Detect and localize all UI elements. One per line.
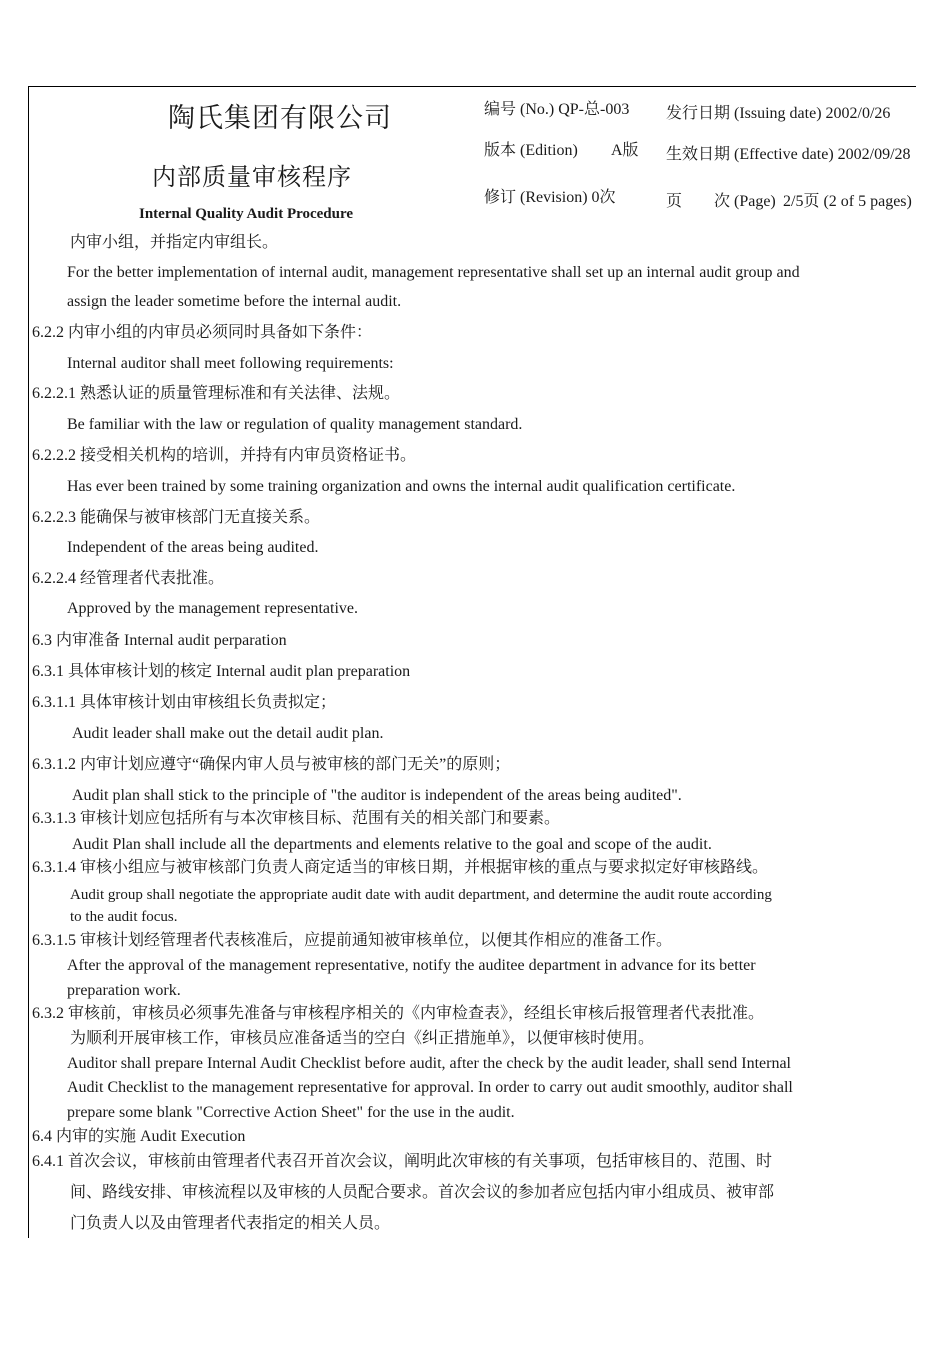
body-line: Audit plan shall stick to the principle of "the auditor is independent of the areas being audited".: [72, 787, 682, 804]
effective-date: 生效日期 (Effective date) 2002/09/28: [666, 146, 911, 163]
body-line: Has ever been trained by some training organization and owns the internal audit qualification certificate.: [67, 478, 736, 495]
body-line: Approved by the management representative.: [67, 600, 358, 617]
section-heading: 6.3.1.2 内审计划应遵守“确保内审人员与被审核的部门无关”的原则；: [32, 756, 511, 773]
body-line: 内审小组，并指定内审组长。: [70, 234, 279, 251]
section-heading: 6.2.2.1 熟悉认证的质量管理标准和有关法律、法规。: [32, 385, 401, 402]
page-value: 2/5页 (2 of 5 pages): [783, 193, 912, 210]
body-line: After the approval of the management representative, notify the auditee department in advance for its better: [67, 957, 756, 974]
body-line: preparation work.: [67, 982, 181, 999]
body-line: Audit Checklist to the management representative for approval. In order to carry out audit smoothly, auditor shall: [67, 1079, 793, 1096]
procedure-title-en: Internal Quality Audit Procedure: [139, 206, 354, 222]
section-heading: 6.2.2.3 能确保与被审核部门无直接关系。: [32, 509, 321, 526]
body-line: Internal auditor shall meet following requirements:: [67, 355, 394, 372]
section-heading: 6.3.2 审核前，审核员必须事先准备与审核程序相关的《内审检查表》，经组长审核后报管理者代表批准。: [32, 1005, 765, 1022]
body-line: to the audit focus.: [70, 909, 178, 925]
document-number: 编号 (No.) QP-总-003: [484, 101, 630, 118]
section-heading: 6.3 内审准备 Internal audit perparation: [32, 632, 287, 649]
body-line: 间、路线安排、审核流程以及审核的人员配合要求。首次会议的参加者应包括内审小组成员、被审部: [70, 1184, 775, 1201]
body-line: 为顺利开展审核工作，审核员应准备适当的空白《纠正措施单》，以便审核时使用。: [70, 1030, 655, 1047]
body-line: Be familiar with the law or regulation of quality management standard.: [67, 416, 523, 433]
header-top-rule: [28, 86, 916, 87]
left-border-rule: [28, 86, 29, 1238]
section-heading: 6.4 内审的实施 Audit Execution: [32, 1128, 246, 1145]
section-heading: 6.3.1.4 审核小组应与被审核部门负责人商定适当的审核日期，并根据审核的重点与要求拟定好审核路线。: [32, 859, 769, 876]
section-heading: 6.3.1.1 具体审核计划由审核组长负责拟定；: [32, 694, 337, 711]
section-heading: 6.2.2.4 经管理者代表批准。: [32, 570, 225, 587]
section-heading: 6.3.1.3 审核计划应包括所有与本次审核目标、范围有关的相关部门和要素。: [32, 810, 561, 827]
body-line: assign the leader sometime before the internal audit.: [67, 293, 402, 310]
body-line: For the better implementation of internal audit, management representative shall set up an internal audit group and: [67, 264, 800, 281]
body-line: Audit Plan shall include all the departments and elements relative to the goal and scope of the audit.: [72, 836, 712, 853]
edition-label: 版本 (Edition): [484, 142, 578, 159]
edition-value: A版: [611, 142, 639, 159]
section-heading: 6.4.1 首次会议，审核前由管理者代表召开首次会议，阐明此次审核的有关事项，包括审核目的、范围、时: [32, 1153, 773, 1170]
company-name: 陶氏集团有限公司: [168, 103, 392, 133]
procedure-title-cn: 内部质量审核程序: [152, 165, 352, 191]
body-line: 门负责人以及由管理者代表指定的相关人员。: [70, 1215, 391, 1232]
body-line: Independent of the areas being audited.: [67, 539, 319, 556]
body-line: Audit leader shall make out the detail audit plan.: [72, 725, 384, 742]
body-line: prepare some blank "Corrective Action Sheet" for the use in the audit.: [67, 1104, 515, 1121]
revision: 修订 (Revision) 0次: [484, 189, 616, 206]
section-heading: 6.2.2 内审小组的内审员必须同时具备如下条件：: [32, 324, 373, 341]
section-heading: 6.3.1 具体审核计划的核定 Internal audit plan preparation: [32, 663, 411, 680]
body-line: Audit group shall negotiate the appropriate audit date with audit department, and determine the audit route according: [70, 887, 772, 903]
page-label: 页 次 (Page): [666, 193, 776, 210]
section-heading: 6.2.2.2 接受相关机构的培训，并持有内审员资格证书。: [32, 447, 417, 464]
body-line: Auditor shall prepare Internal Audit Checklist before audit, after the check by the audit leader, shall send Internal: [67, 1055, 791, 1072]
section-heading: 6.3.1.5 审核计划经管理者代表核准后，应提前通知被审核单位，以便其作相应的准备工作。: [32, 932, 673, 949]
issuing-date: 发行日期 (Issuing date) 2002/0/26: [666, 105, 891, 122]
